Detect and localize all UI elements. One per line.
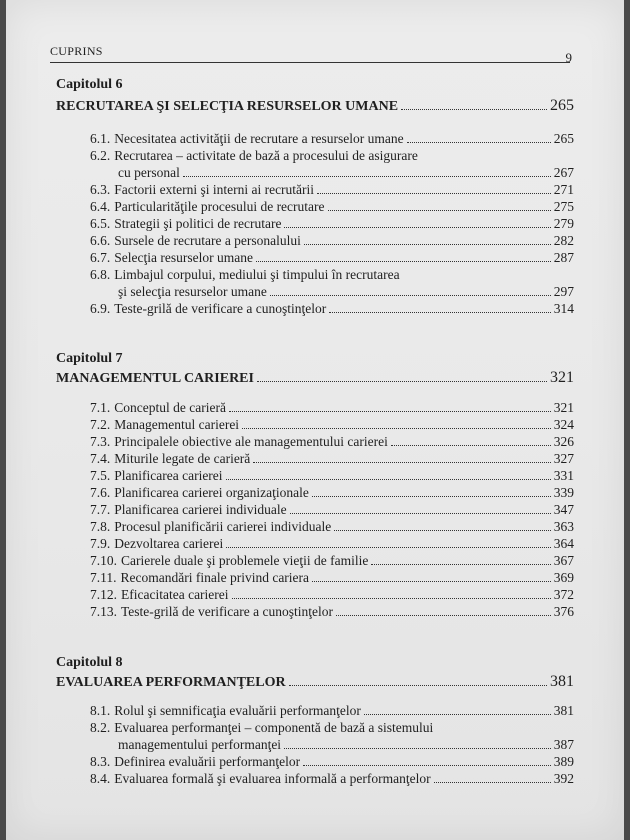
entry-number: 7.3. bbox=[90, 434, 111, 449]
entry-number: 6.2. bbox=[90, 148, 111, 163]
leader-dots bbox=[226, 547, 550, 548]
leader-dots bbox=[312, 581, 551, 582]
entry-number: 7.4. bbox=[90, 451, 111, 466]
chapter-page: 265 bbox=[550, 97, 574, 114]
toc-entry bbox=[90, 754, 574, 771]
entry-number: 8.1. bbox=[90, 703, 111, 718]
toc-entry bbox=[90, 519, 574, 536]
entry-number: 6.9. bbox=[90, 301, 111, 316]
leader-dots bbox=[434, 782, 551, 783]
toc-entry bbox=[90, 131, 574, 148]
entry-number: 7.2. bbox=[90, 417, 111, 432]
entry-page: 271 bbox=[553, 182, 574, 197]
entry-page: 369 bbox=[553, 570, 574, 585]
leader-dots bbox=[256, 261, 551, 262]
entry-title: Managementul carierei bbox=[114, 417, 240, 432]
toc-entry bbox=[90, 604, 574, 621]
chapter-title: MANAGEMENTUL CARIEREI bbox=[56, 371, 254, 386]
leader-dots bbox=[183, 176, 551, 177]
entry-number: 8.4. bbox=[90, 771, 111, 786]
toc-entry bbox=[90, 587, 574, 604]
entry-number: 7.10. bbox=[90, 553, 117, 568]
toc-entry bbox=[90, 553, 574, 570]
chapter-title-row bbox=[56, 97, 574, 115]
toc-entry bbox=[90, 771, 574, 788]
entry-page: 376 bbox=[553, 604, 574, 619]
chapter-title-row bbox=[56, 673, 574, 691]
leader-dots bbox=[401, 109, 547, 110]
toc-entry bbox=[90, 267, 574, 284]
entry-page: 314 bbox=[553, 301, 574, 316]
entry-page: 367 bbox=[553, 553, 574, 568]
entry-page: 347 bbox=[553, 502, 574, 517]
chapter-label: Capitolul 7 bbox=[56, 351, 123, 366]
entry-number: 7.12. bbox=[90, 587, 117, 602]
entry-title: Selecţia resurselor umane bbox=[114, 250, 253, 265]
entry-title: Procesul planificării carierei individuale bbox=[114, 519, 332, 534]
entry-title: Factorii externi şi interni ai recrutării bbox=[114, 182, 315, 197]
entry-title: Carierele duale şi problemele vieţii de familie bbox=[121, 553, 369, 568]
entry-title: Miturile legate de carieră bbox=[114, 451, 251, 466]
entry-page: 331 bbox=[553, 468, 574, 483]
entry-title: Planificarea carierei bbox=[114, 468, 223, 483]
entry-title: Principalele obiective ale managementului carierei bbox=[114, 434, 388, 449]
toc-entry bbox=[90, 148, 574, 165]
leader-dots bbox=[284, 227, 550, 228]
entry-page: 339 bbox=[553, 485, 574, 500]
entry-page: 326 bbox=[553, 434, 574, 449]
leader-dots bbox=[371, 564, 550, 565]
entry-title: Strategii şi politici de recrutare bbox=[114, 216, 282, 231]
entry-number: 7.6. bbox=[90, 485, 111, 500]
entry-page: 389 bbox=[553, 754, 574, 769]
toc-entry bbox=[90, 216, 574, 233]
leader-dots bbox=[242, 428, 551, 429]
leader-dots bbox=[391, 445, 551, 446]
header-page-number: 9 bbox=[565, 50, 572, 65]
leader-dots bbox=[317, 193, 551, 194]
chapter-label: Capitolul 6 bbox=[56, 77, 123, 92]
toc-entry bbox=[90, 400, 574, 417]
entry-title: Necesitatea activităţii de recrutare a resurselor umane bbox=[114, 131, 404, 146]
entry-number: 8.2. bbox=[90, 720, 111, 735]
entry-title: Conceptul de carieră bbox=[114, 400, 226, 415]
leader-dots bbox=[284, 748, 551, 749]
toc-entry bbox=[90, 233, 574, 250]
entry-number: 7.1. bbox=[90, 400, 111, 415]
entry-page: 392 bbox=[553, 771, 574, 786]
entry-page: 279 bbox=[553, 216, 574, 231]
entry-title-continuation: cu personal bbox=[118, 165, 180, 180]
entry-page: 275 bbox=[553, 199, 574, 214]
entry-page: 327 bbox=[553, 451, 574, 466]
toc-entry bbox=[90, 199, 574, 216]
running-header bbox=[50, 38, 572, 65]
entry-page: 363 bbox=[553, 519, 574, 534]
entry-number: 7.5. bbox=[90, 468, 111, 483]
entry-number: 6.7. bbox=[90, 250, 111, 265]
header-title: CUPRINS bbox=[50, 44, 103, 58]
toc-entry bbox=[90, 434, 574, 451]
entry-number: 6.3. bbox=[90, 182, 111, 197]
toc-entry-continuation bbox=[90, 737, 574, 754]
entry-page: 324 bbox=[553, 417, 574, 432]
entry-title: Rolul şi semnificaţia evaluării performanţelor bbox=[114, 703, 361, 718]
entry-number: 7.9. bbox=[90, 536, 111, 551]
entry-title: Eficacitatea carierei bbox=[121, 587, 229, 602]
leader-dots bbox=[303, 765, 551, 766]
entry-title: Recrutarea – activitate de bază a procesului de asigurare bbox=[114, 148, 418, 163]
leader-dots bbox=[226, 479, 551, 480]
entry-title: Planificarea carierei organizaţionale bbox=[114, 485, 309, 500]
entry-page: 372 bbox=[553, 587, 574, 602]
toc-entry bbox=[90, 502, 574, 519]
toc-entry bbox=[90, 570, 574, 587]
entry-title: Particularităţile procesului de recrutare bbox=[114, 199, 325, 214]
entry-title: Evaluarea performanţei – componentă de bază a sistemului bbox=[114, 720, 434, 735]
entry-page: 321 bbox=[553, 400, 574, 415]
leader-dots bbox=[253, 462, 550, 463]
toc-entry bbox=[90, 468, 574, 485]
entry-title: Teste-grilă de verificare a cunoştinţelor bbox=[114, 301, 327, 316]
leader-dots bbox=[257, 381, 547, 382]
toc-entry bbox=[90, 301, 574, 318]
leader-dots bbox=[334, 530, 550, 531]
entry-number: 6.4. bbox=[90, 199, 111, 214]
header-rule bbox=[50, 62, 570, 63]
entry-title: Evaluarea formală şi evaluarea informală a performanţelor bbox=[114, 771, 431, 786]
entry-title: Limbajul corpului, mediului şi timpului în recrutarea bbox=[114, 267, 400, 282]
entry-number: 8.3. bbox=[90, 754, 111, 769]
toc-entry-continuation bbox=[90, 165, 574, 182]
entry-number: 6.5. bbox=[90, 216, 111, 231]
leader-dots bbox=[229, 411, 551, 412]
chapter-title: RECRUTAREA ŞI SELECŢIA RESURSELOR UMANE bbox=[56, 99, 399, 114]
leader-dots bbox=[329, 312, 551, 313]
toc-entry bbox=[90, 182, 574, 199]
chapter-title: EVALUAREA PERFORMANŢELOR bbox=[56, 675, 286, 690]
leader-dots bbox=[364, 714, 551, 715]
entry-number: 7.13. bbox=[90, 604, 117, 619]
entry-page: 267 bbox=[553, 165, 574, 180]
entry-title: Dezvoltarea carierei bbox=[114, 536, 224, 551]
toc-entry-continuation bbox=[90, 284, 574, 301]
toc-entry bbox=[90, 451, 574, 468]
leader-dots bbox=[328, 210, 551, 211]
entry-number: 6.1. bbox=[90, 131, 111, 146]
entry-page: 387 bbox=[553, 737, 574, 752]
leader-dots bbox=[407, 142, 551, 143]
entry-page: 287 bbox=[553, 250, 574, 265]
book-page bbox=[6, 0, 624, 840]
toc-entry bbox=[90, 720, 574, 737]
entry-page: 297 bbox=[553, 284, 574, 299]
toc-entry bbox=[90, 250, 574, 267]
chapter-title-row bbox=[56, 369, 574, 387]
entry-number: 7.8. bbox=[90, 519, 111, 534]
toc-entry bbox=[90, 417, 574, 434]
entry-page: 381 bbox=[553, 703, 574, 718]
leader-dots bbox=[304, 244, 551, 245]
leader-dots bbox=[289, 685, 547, 686]
entry-number: 6.8. bbox=[90, 267, 111, 282]
entry-title: Definirea evaluării performanţelor bbox=[114, 754, 301, 769]
entry-page: 282 bbox=[553, 233, 574, 248]
toc-entry bbox=[90, 485, 574, 502]
leader-dots bbox=[232, 598, 551, 599]
leader-dots bbox=[290, 513, 551, 514]
entry-title: Recomandări finale privind cariera bbox=[120, 570, 310, 585]
leader-dots bbox=[312, 496, 551, 497]
entry-title-continuation: şi selecţia resurselor umane bbox=[118, 284, 267, 299]
chapter-page: 321 bbox=[550, 369, 574, 386]
entry-title: Teste-grilă de verificare a cunoştinţelor bbox=[121, 604, 333, 619]
leader-dots bbox=[270, 295, 551, 296]
entry-title-continuation: managementului performanţei bbox=[118, 737, 282, 752]
chapter-label: Capitolul 8 bbox=[56, 655, 123, 670]
entry-page: 364 bbox=[553, 536, 574, 551]
entry-title: Sursele de recrutare a personalului bbox=[114, 233, 301, 248]
entry-number: 6.6. bbox=[90, 233, 111, 248]
chapter-page: 381 bbox=[550, 673, 574, 690]
entry-number: 7.7. bbox=[90, 502, 111, 517]
leader-dots bbox=[336, 615, 551, 616]
toc-entry bbox=[90, 703, 574, 720]
toc-entry bbox=[90, 536, 574, 553]
entry-title: Planificarea carierei individuale bbox=[114, 502, 287, 517]
entry-number: 7.11. bbox=[90, 570, 117, 585]
entry-page: 265 bbox=[553, 131, 574, 146]
